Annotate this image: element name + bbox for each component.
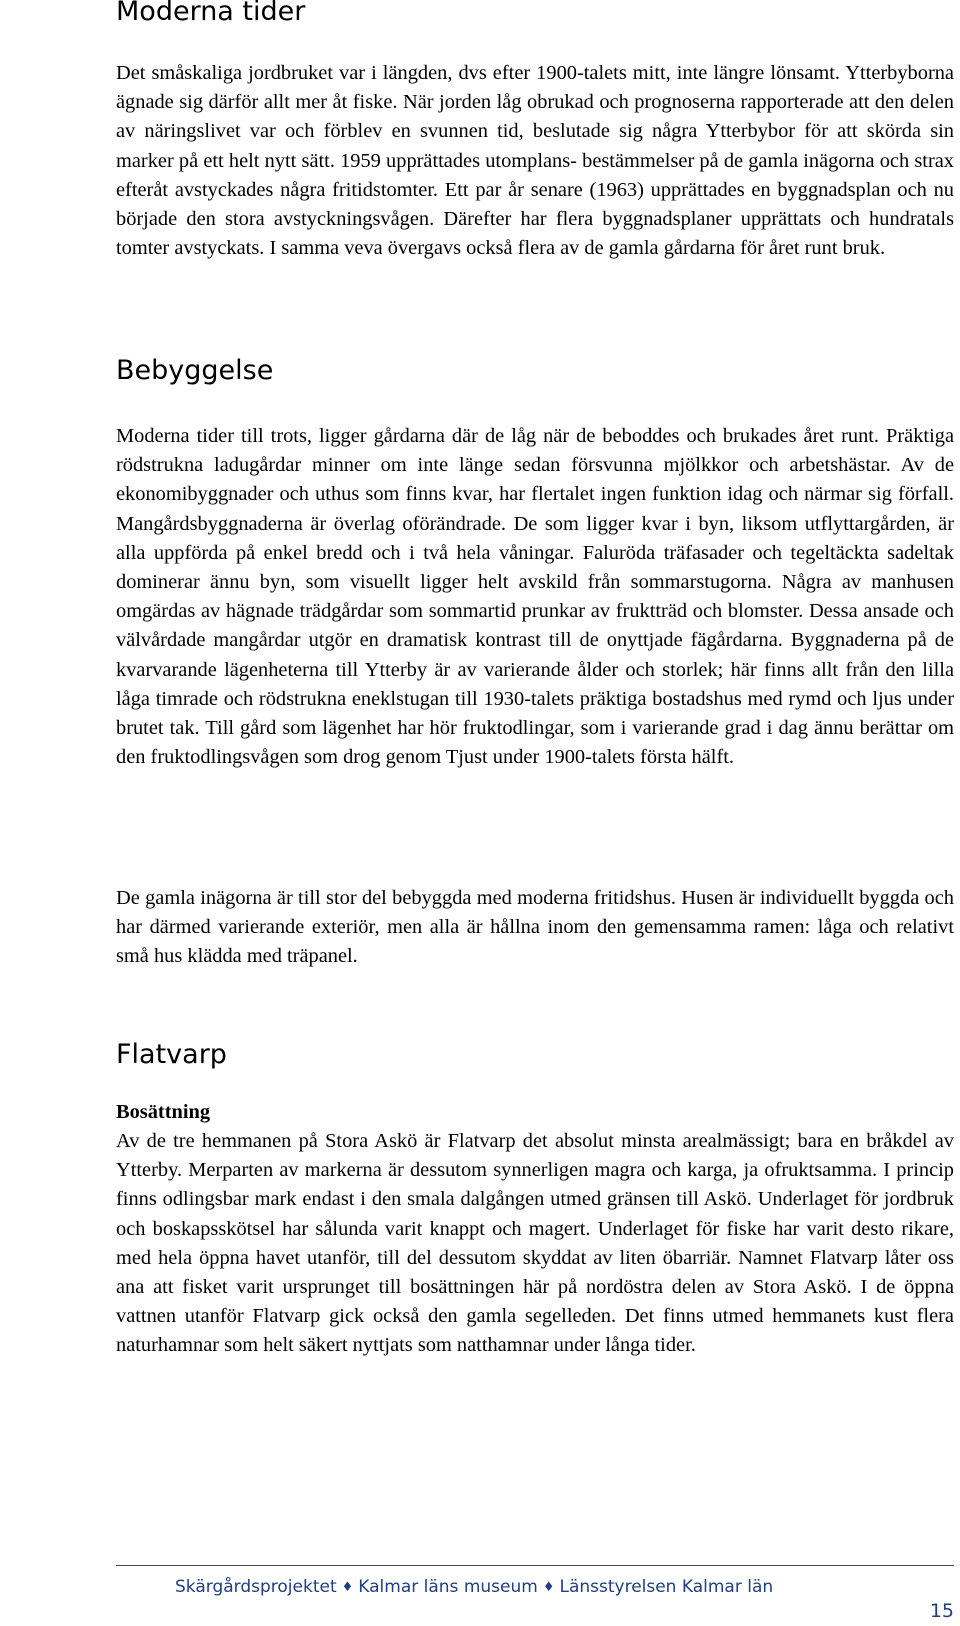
- heading-bebyggelse: Bebyggelse: [116, 355, 274, 386]
- paragraph-flatvarp: Av de tre hemmanen på Stora Askö är Flatvarp det absolut minsta arealmässigt; bara en bråkdel av Ytterby. Merparten av markerna är dessutom synnerligen magra och karga, ja ofruktsamma. I princip finns odlingsbar mark endast i den smala dalgången utmed gränsen till Askö. Underlaget för jordbruk och boskapsskötsel har sålunda varit knappt och magert. Underlaget för fiske har varit desto rikare, med hela öppna havet utanför, till del dessutom skyddat av liten öbarriär. Namnet Flatvarp låter oss ana att fisket varit ursprunget till bosättningen här på nordöstra delen av Stora Askö. I de öppna vattnen utanför Flatvarp gick också den gamla segelleden. Det finns utmed hemmanets kust flera naturhamnar som helt säkert nyttjats som natthamnar under långa tider.: [116, 1130, 954, 1357]
- paragraph-moderna-tider: Det småskaliga jordbruket var i längden, dvs efter 1900-talets mitt, inte längre lönsamt. Ytterbyborna ägnade sig därför allt mer åt fiske. När jorden låg obrukad och prognoserna rapporterade att den delen av näringslivet var och förblev en svunnen tid, beslutade sig några Ytterbybor för att skörda sin marker på ett helt nytt sätt. 1959 upprättades utomplans- bestämmelser på de gamla inägorna och strax efteråt avstyckades några fritidstomter. Ett par år senare (1963) upprättades en byggnadsplan och nu började den stora avstyckningsvågen. Därefter har flera byggnadsplaner upprättats och hundratals tomter avstyckats. I samma veva övergavs också flera av de gamla gårdarna för året runt bruk.: [116, 62, 954, 260]
- heading-moderna-tider: Moderna tider: [116, 0, 306, 27]
- paragraph-bebyggelse-2: De gamla inägorna är till stor del bebyggda med moderna fritidshus. Husen är individuellt byggda och har därmed varierande exteriör, men alla är hållna inom den gemensamma ramen: låga och relativt små hus klädda med träpanel.: [116, 887, 954, 968]
- footer-divider: [116, 1565, 954, 1566]
- paragraph-bebyggelse-1: Moderna tider till trots, ligger gårdarna där de låg när de beboddes och brukades året runt. Präktiga rödstrukna ladugårdar minner om inte länge sedan försvunna mjölkkor och arbetshästar. Av de ekonomibyggnader och uthus som finns kvar, har flertalet ingen funktion idag och närmar sig förfall. Mangårdsbyggnaderna är överlag oförändrade. De som ligger kvar i byn, liksom utflyttargården, är alla uppförda på enkel bredd och i två hela våningar. Faluröda träfasader och tegeltäckta sadeltak dominerar ännu byn, som visuellt ligger helt avskild från sommarstugorna. Några av manhusen omgärdas av hägnade trädgårdar som sommartid prunkar av fruktträd och blomster. Dessa ansade och välvårdade mangårdar utgör en dramatisk kontrast till de onyttjade fägårdarna. Byggnaderna på de kvarvarande lägenheterna till Ytterby är av varierande ålder och storlek; här finns allt från den lilla låga timrade och rödstrukna eneklstugan till 1930-talets präktiga bostadshus med rymd och ljus under brutet tak. Till gård som lägenhet har hör fruktodlingar, som i varierande grad i dag ännu berättar om den fruktodlingsvågen som drog genom Tjust under 1900-talets första hälft.: [116, 425, 954, 769]
- footer-county-board: Länsstyrelsen Kalmar län: [559, 1577, 774, 1597]
- page-number: 15: [929, 1600, 954, 1622]
- footer-credits: [175, 1576, 773, 1599]
- footer-project-name: Skärgårdsprojektet: [175, 1577, 337, 1597]
- subheading-bosattning: Bosättning: [116, 1101, 211, 1123]
- diamond-icon: ♦: [542, 1580, 555, 1595]
- heading-flatvarp: Flatvarp: [116, 1039, 227, 1070]
- diamond-icon: ♦: [341, 1580, 354, 1595]
- footer-museum-name: Kalmar läns museum: [358, 1577, 538, 1597]
